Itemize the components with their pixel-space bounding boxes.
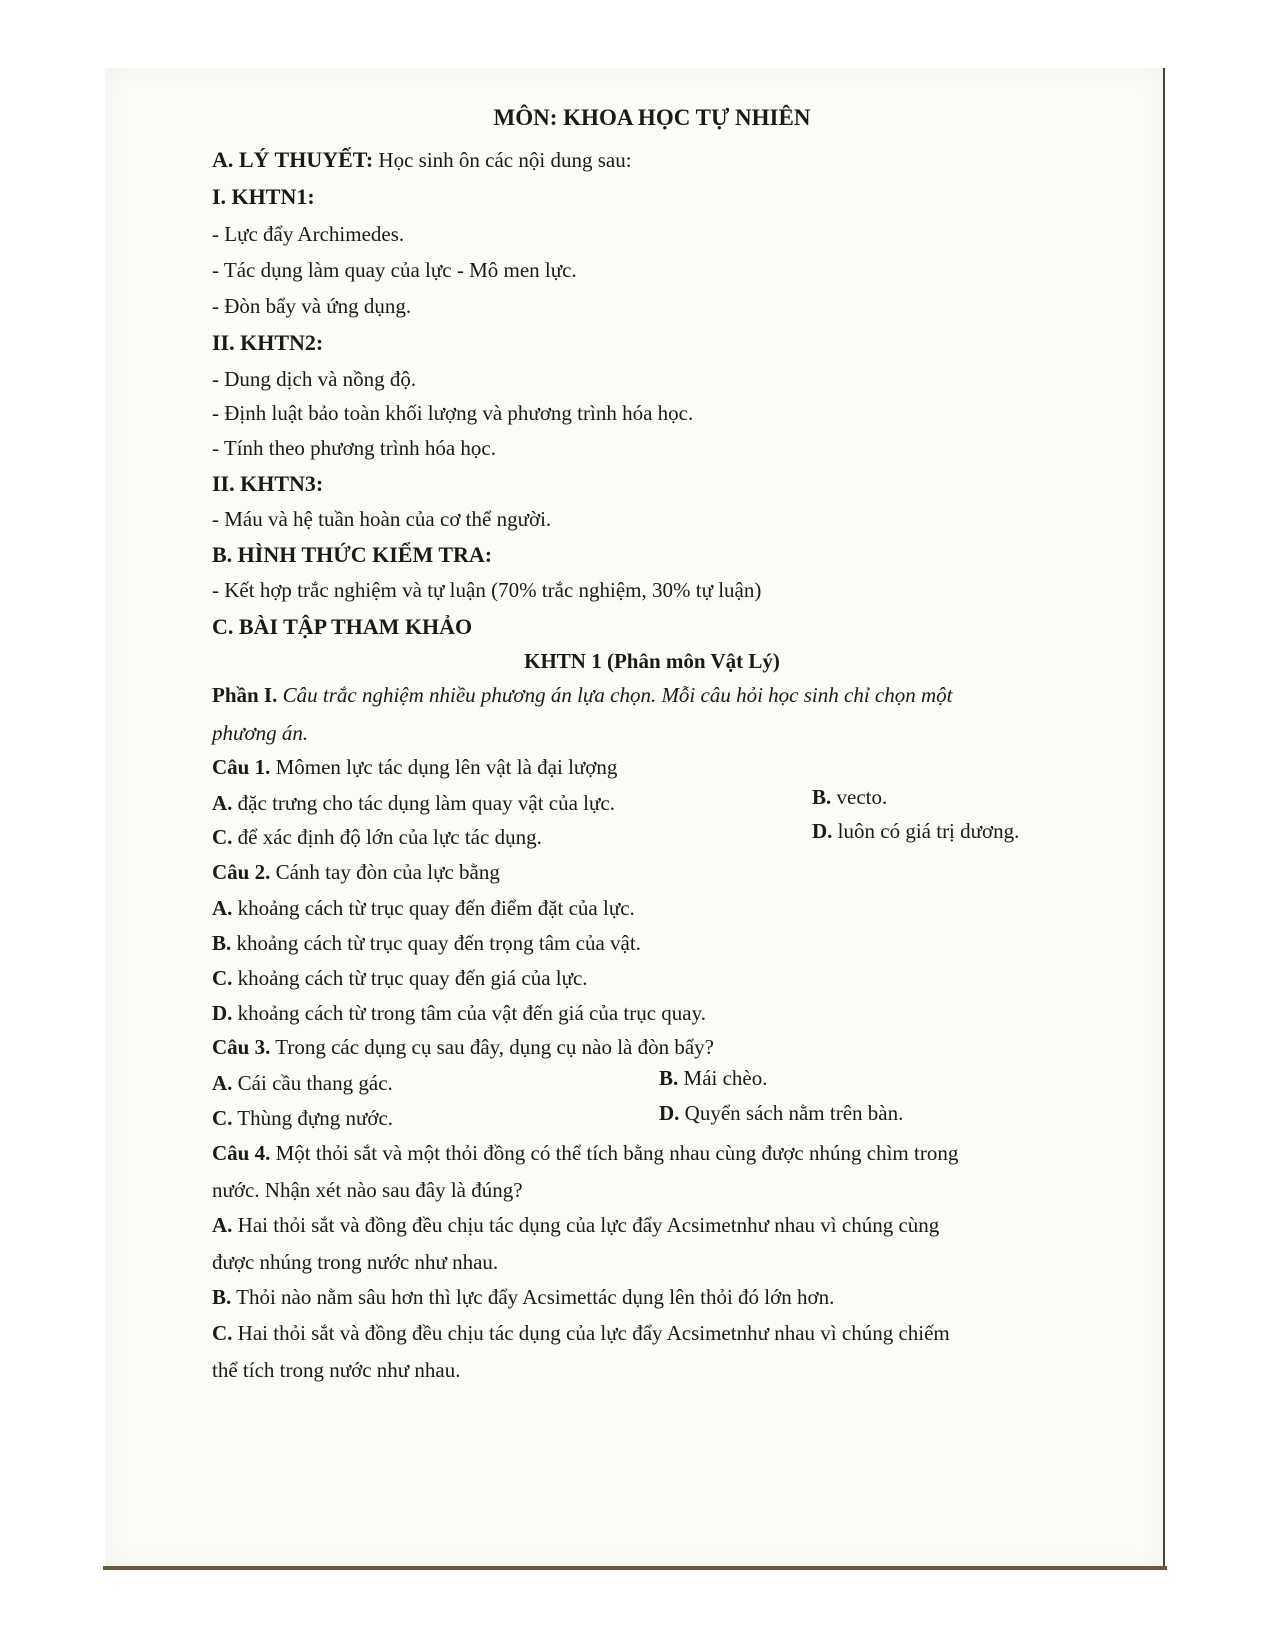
option-text: khoảng cách từ trong tâm của vật đến giá của trục quay.	[232, 1001, 707, 1025]
q1-option-b	[812, 785, 887, 810]
option-text: để xác định độ lớn của lực tác dụng.	[232, 825, 542, 849]
q4-option-c	[212, 1321, 950, 1346]
part-instruction-line	[212, 683, 952, 708]
sheet-edge-right	[1163, 68, 1165, 1568]
q2-option-a	[212, 896, 635, 921]
section-khtn3-heading: II. KHTN3:	[212, 471, 324, 496]
option-label: B.	[812, 785, 832, 809]
exercises-heading: C. BÀI TẬP THAM KHẢO	[212, 614, 473, 639]
exam-form-item: - Kết hợp trắc nghiệm và tự luận (70% trắc nghiệm, 30% tự luận)	[212, 578, 762, 602]
option-label: D.	[659, 1101, 680, 1125]
option-label: B.	[212, 1285, 232, 1309]
question-text: Trong các dụng cụ sau đây, dụng cụ nào là đòn bẩy?	[270, 1035, 714, 1059]
exam-form-heading: B. HÌNH THỨC KIỂM TRA:	[212, 542, 493, 567]
option-label: C.	[212, 1106, 233, 1130]
khtn1-item: - Lực đẩy Archimedes.	[212, 222, 405, 246]
q2-option-b	[212, 931, 641, 956]
option-label: C.	[212, 966, 233, 990]
theory-intro: Học sinh ôn các nội dung sau:	[373, 148, 632, 172]
section-khtn1-heading: I. KHTN1:	[212, 184, 315, 209]
option-text: đặc trưng cho tác dụng làm quay vật của lực.	[232, 791, 615, 815]
option-label: A.	[212, 791, 233, 815]
option-text: Quyển sách nằm trên bàn.	[679, 1101, 904, 1125]
option-label: B.	[212, 931, 232, 955]
sheet-edge-bottom	[103, 1566, 1167, 1570]
khtn3-item: - Máu và hệ tuần hoàn của cơ thể người.	[212, 507, 552, 531]
question-1	[212, 755, 617, 780]
question-4-cont: nước. Nhận xét nào sau đây là đúng?	[212, 1178, 523, 1202]
option-text: khoảng cách từ trục quay đến trọng tâm của vật.	[231, 931, 641, 955]
option-text: khoảng cách từ trục quay đến giá của lực.	[232, 966, 588, 990]
khtn1-item: - Tác dụng làm quay của lực - Mô men lực.	[212, 258, 577, 282]
question-text: Cánh tay đòn của lực bằng	[270, 860, 500, 884]
option-text: Cái cầu thang gác.	[232, 1071, 393, 1095]
option-text: Hai thỏi sắt và đồng đều chịu tác dụng của lực đẩy Acsimetnhư nhau vì chúng cùng	[232, 1213, 940, 1237]
option-text: Hai thỏi sắt và đồng đều chịu tác dụng của lực đẩy Acsimetnhư nhau vì chúng chiếm	[232, 1321, 950, 1345]
option-label: A.	[212, 1071, 233, 1095]
q3-option-c	[212, 1106, 393, 1131]
option-label: D.	[812, 819, 833, 843]
question-3	[212, 1035, 714, 1060]
question-label: Câu 4.	[212, 1141, 271, 1165]
question-label: Câu 3.	[212, 1035, 271, 1059]
question-text: Một thỏi sắt và một thỏi đồng có thể tích bằng nhau cùng được nhúng chìm trong	[270, 1141, 959, 1165]
question-label: Câu 2.	[212, 860, 271, 884]
part-label: Phần I.	[212, 683, 278, 707]
option-text: luôn có giá trị dương.	[832, 819, 1020, 843]
q1-option-a	[212, 791, 615, 816]
theory-heading-line	[212, 147, 632, 173]
option-label: A.	[212, 896, 233, 920]
khtn2-item: - Tính theo phương trình hóa học.	[212, 436, 496, 460]
q1-option-c	[212, 825, 542, 850]
q1-option-d	[812, 819, 1019, 844]
question-2	[212, 860, 500, 885]
q4-option-c-cont: thể tích trong nước như nhau.	[212, 1358, 461, 1382]
q2-option-d	[212, 1001, 706, 1026]
part-description-cont: phương án.	[212, 721, 309, 745]
q4-option-a-cont: được nhúng trong nước như nhau.	[212, 1250, 499, 1274]
option-text: vecto.	[831, 785, 888, 809]
section-khtn2-heading: II. KHTN2:	[212, 330, 324, 355]
question-text: Mômen lực tác dụng lên vật là đại lượng	[270, 755, 618, 779]
q2-option-c	[212, 966, 588, 991]
question-label: Câu 1.	[212, 755, 271, 779]
q4-option-b	[212, 1285, 834, 1310]
option-label: A.	[212, 1213, 233, 1237]
option-label: D.	[212, 1001, 233, 1025]
part-description: Câu trắc nghiệm nhiều phương án lựa chọn. Mỗi câu hỏi học sinh chỉ chọn một	[277, 683, 953, 707]
option-text: Mái chèo.	[678, 1066, 768, 1090]
khtn2-item: - Dung dịch và nồng độ.	[212, 367, 417, 391]
theory-heading: A. LÝ THUYẾT:	[212, 147, 374, 172]
option-label: B.	[659, 1066, 679, 1090]
q3-option-b	[659, 1066, 768, 1091]
option-text: Thỏi nào nằm sâu hơn thì lực đẩy Acsimettác dụng lên thỏi đó lớn hơn.	[231, 1285, 835, 1309]
q3-option-d	[659, 1101, 903, 1126]
page-title: MÔN: KHOA HỌC TỰ NHIÊN	[493, 105, 811, 130]
option-text: Thùng đựng nước.	[232, 1106, 394, 1130]
q3-option-a	[212, 1071, 393, 1096]
khtn2-item: - Định luật bảo toàn khối lượng và phương trình hóa học.	[212, 401, 694, 425]
q4-option-a	[212, 1213, 939, 1238]
question-4	[212, 1141, 958, 1166]
option-label: C.	[212, 825, 233, 849]
khtn1-item: - Đòn bẩy và ứng dụng.	[212, 294, 412, 318]
option-text: khoảng cách từ trục quay đến điểm đặt của lực.	[232, 896, 635, 920]
option-label: C.	[212, 1321, 233, 1345]
subject-heading: KHTN 1 (Phân môn Vật Lý)	[524, 649, 780, 673]
